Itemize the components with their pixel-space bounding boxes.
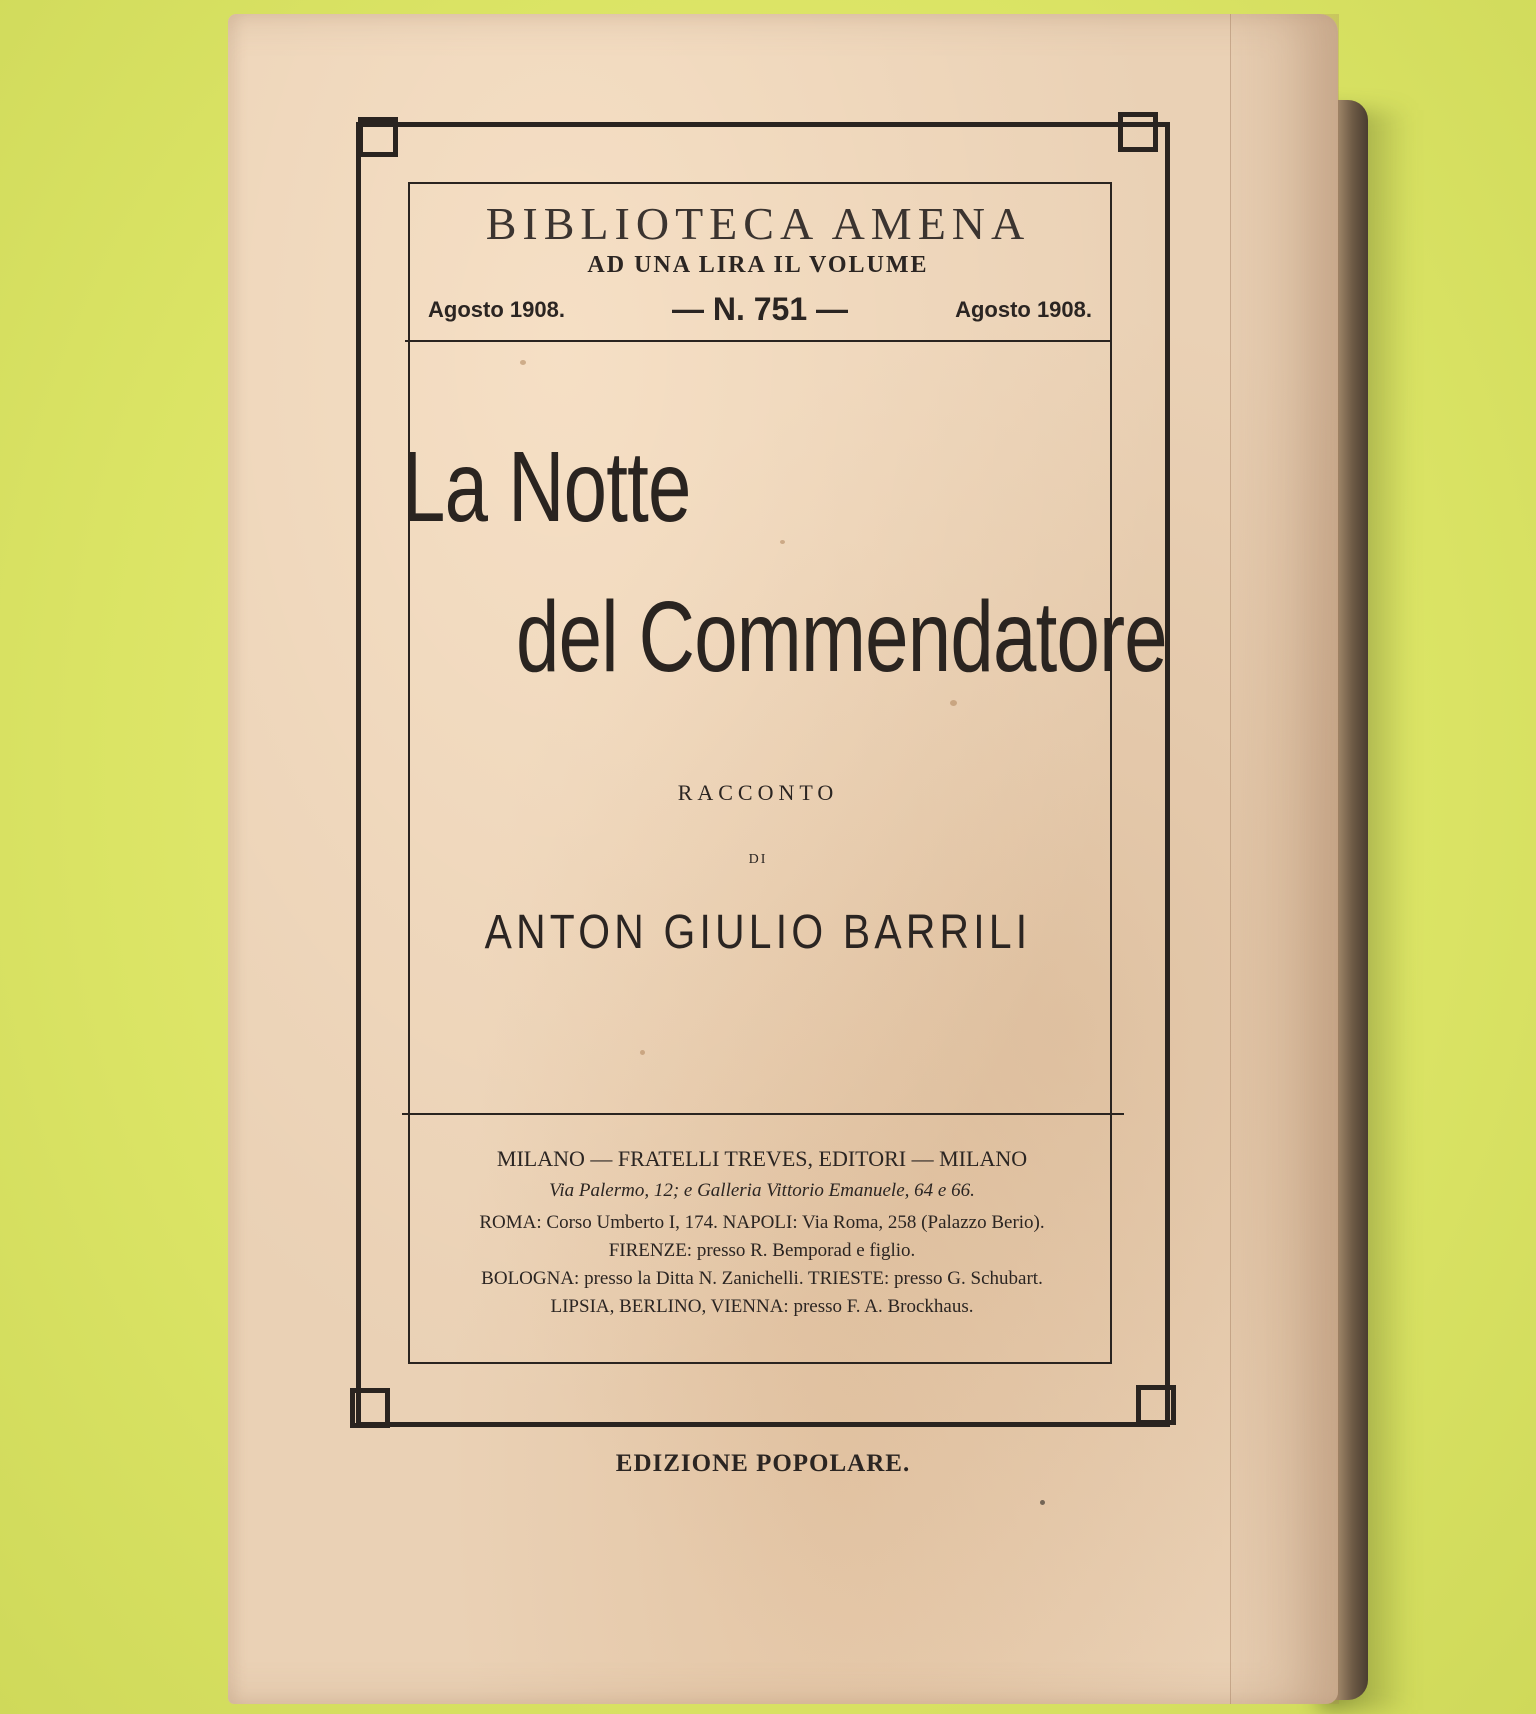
frame-corner-ornament: [1118, 112, 1158, 152]
paper-speck: [1040, 1500, 1045, 1505]
imprint-roma-napoli: ROMA: Corso Umberto I, 174. NAPOLI: Via Roma, 258 (Palazzo Berio).: [479, 1212, 1045, 1233]
frame-corner-ornament: [358, 117, 398, 157]
imprint-firenze: FIRENZE: presso R. Bemporad e figlio.: [608, 1240, 916, 1261]
header-divider: [405, 340, 1111, 342]
series-title: BIBLIOTECA AMENA: [485, 198, 1031, 249]
imprint-divider: [402, 1113, 1124, 1115]
byline-di: DI: [748, 852, 768, 867]
author-name: ANTON GIULIO BARRILI: [484, 906, 1032, 959]
series-subtitle: AD UNA LIRA IL VOLUME: [587, 252, 929, 278]
issue-row: [420, 291, 1100, 329]
issue-date-left: Agosto 1908.: [428, 297, 565, 322]
imprint-address: Via Palermo, 12; e Galleria Vittorio Emanuele, 64 e 66.: [549, 1180, 975, 1201]
issue-date-right: Agosto 1908.: [955, 297, 1092, 322]
imprint-publisher: MILANO — FRATELLI TREVES, EDITORI — MILANO: [496, 1146, 1028, 1171]
imprint-bologna-trieste: BOLOGNA: presso la Ditta N. Zanichelli. TRIESTE: presso G. Schubart.: [481, 1268, 1043, 1289]
imprint-lipsia: LIPSIA, BERLINO, VIENNA: presso F. A. Brockhaus.: [550, 1296, 974, 1317]
edition-label: EDIZIONE POPOLARE.: [615, 1450, 911, 1477]
book-title-line-2: del Commendatore: [516, 581, 1167, 693]
cover-fold: [1230, 14, 1339, 1704]
issue-number: — N. 751 —: [671, 291, 849, 327]
book-title-line-1: La Notte: [402, 431, 691, 543]
frame-corner-ornament: [350, 1388, 390, 1428]
genre-label: RACCONTO: [677, 780, 839, 805]
frame-corner-ornament: [1136, 1385, 1176, 1425]
